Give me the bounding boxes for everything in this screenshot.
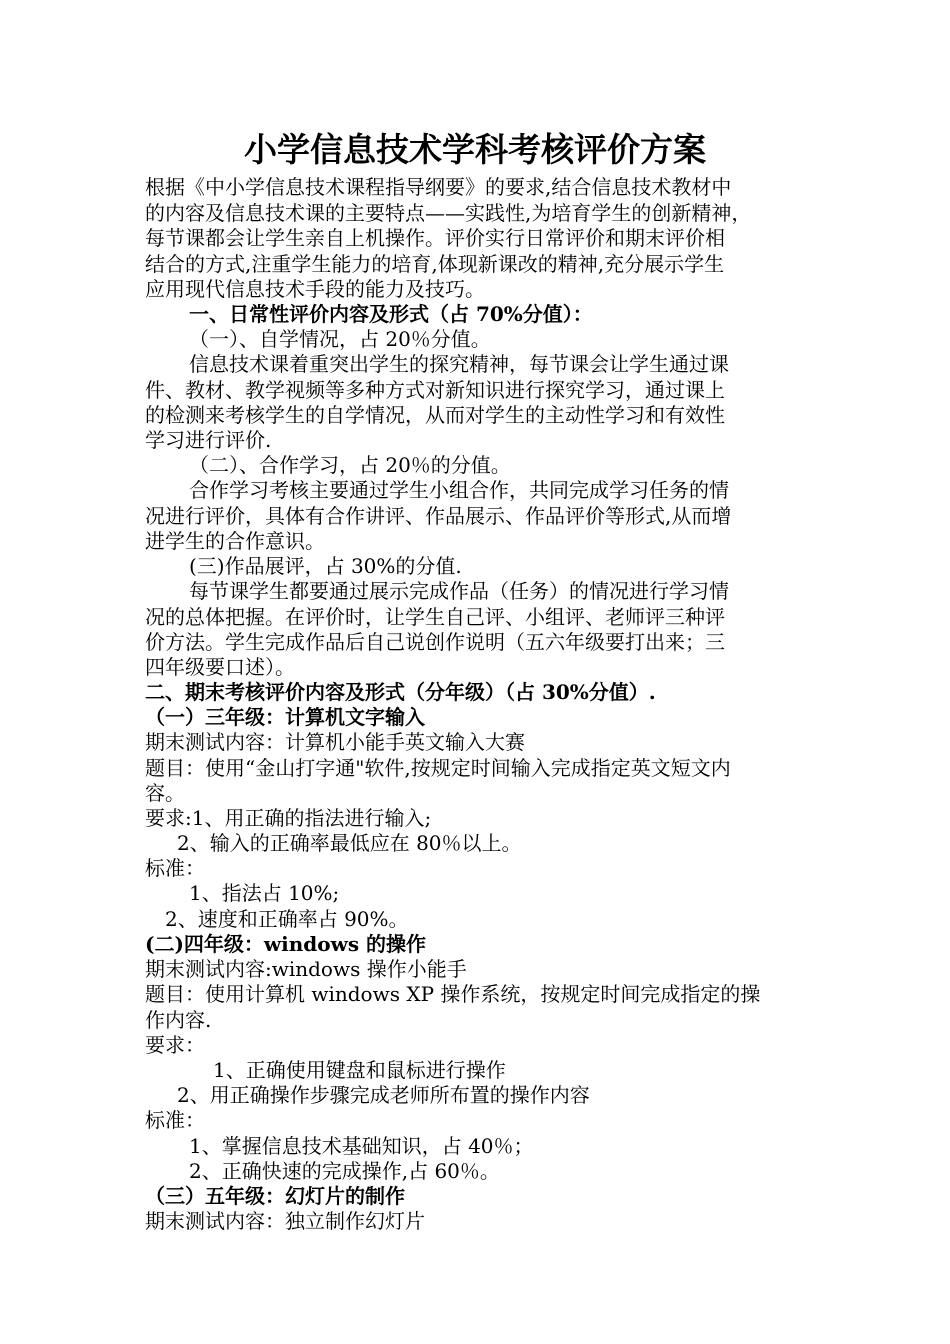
section1-sub3-line-3: 价方法。学生完成作品后自己说创作说明（五六年级要打出来；三 bbox=[145, 630, 725, 654]
grade4-requirement-1: 1、正确使用键盘和鼠标进行操作 bbox=[213, 1058, 506, 1082]
grade3-test: 期末测试内容：计算机小能手英文输入大赛 bbox=[145, 730, 525, 754]
grade3-heading: （一）三年级：计算机文字输入 bbox=[145, 705, 425, 729]
intro-line-4: 结合的方式,注重学生能力的培育,体现新课改的精神,充分展示学生 bbox=[145, 252, 725, 276]
grade3-topic-line-2: 容。 bbox=[145, 781, 185, 805]
section1-sub3-line-4: 四年级要口述）。 bbox=[145, 655, 295, 679]
grade4-test: 期末测试内容:windows 操作小能手 bbox=[145, 957, 467, 981]
section1-sub1-line-2: 件、教材、教学视频等多种方式对新知识进行探究学习，通过课上 bbox=[145, 378, 725, 402]
section1-heading: 一、日常性评价内容及形式（占 70%分值）： bbox=[189, 302, 593, 326]
grade4-requirement-label: 要求： bbox=[145, 1033, 205, 1057]
section1-sub3-heading: (三)作品展评，占 30%的分值. bbox=[189, 554, 462, 578]
document-title: 小学信息技术学科考核评价方案 bbox=[244, 130, 706, 169]
section1-sub1-line-1: 信息技术课着重突出学生的探究精神，每节课会让学生通过课 bbox=[189, 352, 729, 376]
section1-sub2-line-3: 进学生的合作意识。 bbox=[145, 529, 325, 553]
grade3-requirement-2: 2、输入的正确率最低应在 80％以上。 bbox=[177, 831, 522, 855]
grade4-topic-line-2: 作内容. bbox=[145, 1008, 212, 1032]
section1-sub3-line-1: 每节课学生都要通过展示完成作品（任务）的情况进行学习情 bbox=[189, 579, 729, 603]
section1-sub1-line-3: 的检测来考核学生的自学情况，从而对学生的主动性学习和有效性 bbox=[145, 403, 725, 427]
grade4-topic-line-1: 题目：使用计算机 windows XP 操作系统，按规定时间完成指定的操 bbox=[145, 982, 761, 1006]
grade4-requirement-2: 2、用正确操作步骤完成老师所布置的操作内容 bbox=[177, 1083, 590, 1107]
grade5-test: 期末测试内容：独立制作幻灯片 bbox=[145, 1209, 425, 1233]
section1-sub1-heading: （一）、自学情况，占 20％分值。 bbox=[189, 327, 491, 351]
grade3-standard-1: 1、指法占 10%; bbox=[189, 881, 340, 905]
section1-sub1-line-4: 学习进行评价. bbox=[145, 428, 272, 452]
intro-line-5: 应用现代信息技术手段的能力及技巧。 bbox=[145, 277, 485, 301]
grade4-standard-2: 2、正确快速的完成操作,占 60％。 bbox=[189, 1159, 500, 1183]
grade3-standard-label: 标准： bbox=[145, 856, 205, 880]
grade4-standard-1: 1、掌握信息技术基础知识，占 40％； bbox=[189, 1134, 534, 1158]
intro-line-2: 的内容及信息技术课的主要特点——实践性,为培育学生的创新精神， bbox=[145, 201, 752, 225]
section1-sub2-line-2: 况进行评价，具体有合作讲评、作品展示、作品评价等形式,从而增 bbox=[145, 504, 732, 528]
intro-line-1: 根据《中小学信息技术课程指导纲要》的要求,结合信息技术教材中 bbox=[145, 175, 732, 199]
section1-sub2-line-1: 合作学习考核主要通过学生小组合作，共同完成学习任务的情 bbox=[189, 478, 729, 502]
grade3-requirement-1: 要求:1、用正确的指法进行输入; bbox=[145, 806, 432, 830]
section2-heading: 二、期末考核评价内容及形式（分年级）（占 30%分值）. bbox=[145, 680, 656, 704]
grade3-standard-2: 2、速度和正确率占 90%。 bbox=[165, 907, 409, 931]
grade4-heading: (二)四年级：windows 的操作 bbox=[145, 932, 427, 956]
grade5-heading: （三）五年级：幻灯片的制作 bbox=[145, 1184, 405, 1208]
section1-sub3-line-2: 况的总体把握。在评价时，让学生自己评、小组评、老师评三种评 bbox=[145, 605, 725, 629]
intro-line-3: 每节课都会让学生亲自上机操作。评价实行日常评价和期末评价相 bbox=[145, 226, 725, 250]
grade4-standard-label: 标准： bbox=[145, 1108, 205, 1132]
section1-sub2-heading: （二）、合作学习，占 20％的分值。 bbox=[189, 453, 511, 477]
grade3-topic-line-1: 题目：使用“金山打字通"软件,按规定时间输入完成指定英文短文内 bbox=[145, 756, 731, 780]
